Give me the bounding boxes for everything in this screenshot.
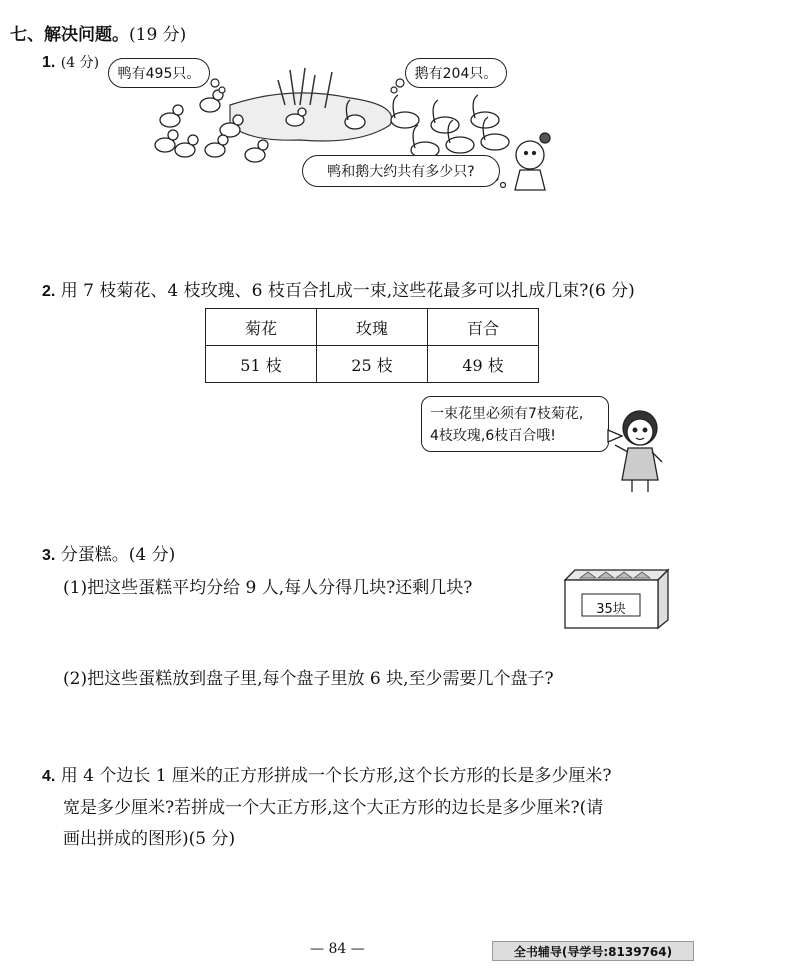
table-header-cell: 百合: [428, 309, 539, 346]
q4-number: 4.: [42, 768, 56, 785]
q4-text-3: 画出拼成的图形)(5 分): [63, 829, 236, 849]
girl-figure: [600, 400, 680, 500]
bubble-question: 鸭和鹅大约共有多少只?: [302, 155, 500, 187]
q2-line: [42, 276, 635, 301]
section-title: 七、解决问题。: [10, 25, 129, 45]
q4-text-1: 用 4 个边长 1 厘米的正方形拼成一个长方形,这个长方形的长是多少厘米?: [60, 766, 612, 786]
q4-text-2: 宽是多少厘米?若拼成一个大正方形,这个大正方形的边长是多少厘米?(请: [63, 798, 604, 818]
table-cell: 49 枝: [428, 346, 539, 383]
q1-number: 1.: [42, 54, 56, 71]
flower-table: [205, 308, 539, 383]
q3-part1: (1)把这些蛋糕平均分给 9 人,每人分得几块?还剩几块?: [63, 578, 473, 598]
q3-part2: (2)把这些蛋糕放到盘子里,每个盘子里放 6 块,至少需要几个盘子?: [63, 669, 554, 689]
speech-tail: [608, 430, 622, 442]
bubble-geese: 鹅有204只。: [405, 58, 507, 88]
table-cell: 51 枝: [206, 346, 317, 383]
q2-text: 用 7 枝菊花、4 枝玫瑰、6 枝百合扎成一束,这些花最多可以扎成几束?(6 分): [60, 281, 635, 301]
table-header-cell: 玫瑰: [317, 309, 428, 346]
table-header-cell: 菊花: [206, 309, 317, 346]
speech-bubble-q2: [421, 396, 609, 452]
section-score: (19 分): [129, 25, 187, 45]
q1-header: [42, 52, 99, 72]
speech-line-2: 4枝玫瑰,6枝百合哦!: [430, 428, 556, 444]
cake-box-label: 35块: [596, 601, 626, 617]
section-header: [10, 20, 186, 45]
q2-number: 2.: [42, 283, 56, 300]
child-figure: [515, 133, 550, 190]
q3-line: [42, 540, 175, 565]
table-cell: 25 枝: [317, 346, 428, 383]
q1-score: (4 分): [60, 55, 100, 71]
table-row: [206, 346, 539, 383]
q3-title: 分蛋糕。(4 分): [60, 545, 176, 565]
footer-brand: 全书辅导(导学号:8139764): [492, 941, 694, 961]
q4-line1: [42, 761, 612, 786]
page-number: — 84 —: [310, 941, 365, 957]
speech-line-1: 一束花里必须有7枝菊花,: [430, 406, 584, 422]
bubble-ducks: 鸭有495只。: [108, 58, 210, 88]
table-header-row: [206, 309, 539, 346]
q3-number: 3.: [42, 547, 56, 564]
